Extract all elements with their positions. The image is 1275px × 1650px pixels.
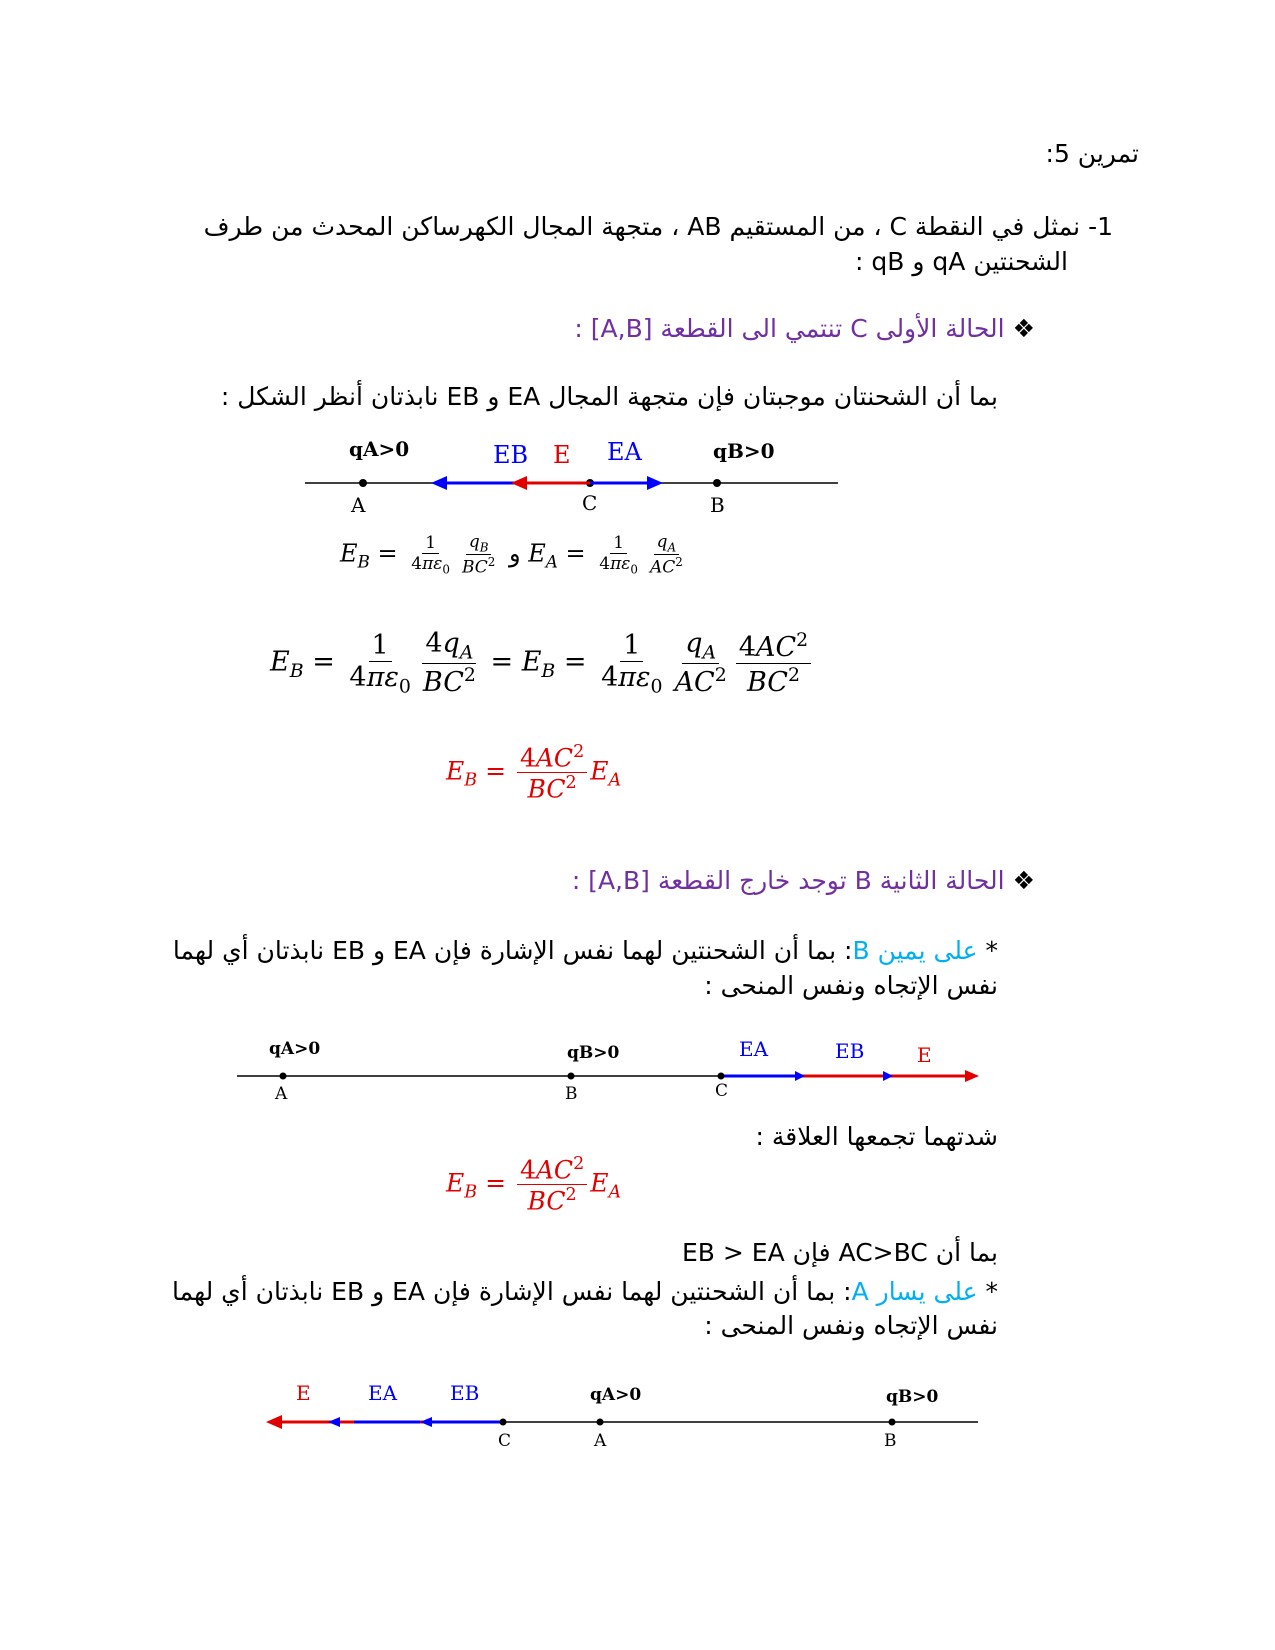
- formula-EB-result: $E_B$ = $\frac{4AC^2}{BC^2}$ $E_A$: [446, 742, 622, 804]
- left-of-A-text: : بما أن الشحنتين لهما نفس الإشارة فإن EA و EB نابذتان أي لهما: [172, 1277, 852, 1306]
- diagram-case1: [305, 428, 840, 520]
- label-qA: qA>0: [349, 437, 410, 461]
- relation-text: شدتهما تجمعها العلاقة :: [755, 1122, 998, 1151]
- label-EA: EA: [739, 1037, 769, 1061]
- right-of-B-text: : بما أن الشحنتين لهما نفس الإشارة فإن EA و EB نابذتان أي لهما: [172, 936, 853, 965]
- label-qB: qB>0: [567, 1043, 620, 1063]
- label-E: E: [296, 1381, 311, 1405]
- case2-heading-text: الحالة الثانية B توجد خارج القطعة [A,B] :: [571, 866, 1005, 895]
- label-A: A: [594, 1431, 607, 1451]
- label-C: C: [715, 1081, 729, 1101]
- question-line-2: الشحنتين qA و qB :: [855, 247, 1068, 276]
- label-B: B: [884, 1431, 897, 1451]
- label-qA: qA>0: [590, 1385, 642, 1405]
- label-A: A: [351, 493, 366, 517]
- case2-left-line1: [58, 1275, 998, 1308]
- conjunction: و: [509, 539, 521, 568]
- label-EB: EB: [493, 441, 529, 469]
- diagram-right-of-B: [237, 1034, 982, 1108]
- label-EA: EA: [607, 438, 642, 466]
- formula-EA-EB: $E_B$ = $\frac{1}{4\pi\varepsilon_0}$ $\frac{q_B}{BC^2}$ و $E_A$ = $\frac{1}{4\pi\varepsilon_0}$ $\frac{q_A}{AC^2}$: [340, 532, 683, 579]
- label-qA: qA>0: [269, 1039, 321, 1059]
- label-E: E: [553, 441, 571, 469]
- case2-right-line1: [78, 934, 998, 967]
- label-B: B: [710, 493, 725, 517]
- star-marker: *: [985, 936, 998, 965]
- since-text: بما أن AC>BC فإن EB > EA: [682, 1238, 998, 1267]
- case2-heading: [572, 864, 1035, 897]
- label-EB: EB: [835, 1039, 865, 1063]
- label-EA: EA: [368, 1381, 398, 1405]
- left-of-A-label: على يسار A: [851, 1277, 978, 1306]
- label-qB: qB>0: [713, 439, 775, 463]
- case1-heading-text: الحالة الأولى C تنتمي الى القطعة [A,B] :: [574, 314, 1005, 343]
- label-C: C: [498, 1431, 512, 1451]
- label-C: C: [582, 491, 598, 515]
- star-marker: *: [985, 1277, 998, 1306]
- label-A: A: [275, 1084, 288, 1104]
- right-of-B-label: على يمين B: [852, 936, 978, 965]
- bullet-icon: ❖: [1012, 866, 1035, 895]
- case1-text: بما أن الشحنتان موجبتان فإن متجهة المجال EA و EB نابذتان أنظر الشكل :: [220, 382, 998, 411]
- question-line-1: 1- نمثل في النقطة C ، من المستقيم AB ، متجهة المجال الكهرساكن المحدث من طرف: [203, 212, 1113, 241]
- formula-EB-expansion: $E_B$ = $\frac{1}{4\pi\varepsilon_0}$ $\frac{4q_A}{BC^2}$ = $E_B$ = $\frac{1}{4\pi\varepsilon_0}$ $\frac{q_A}{AC^2}$ $\frac{4AC^2}{BC^2}$: [270, 628, 814, 698]
- label-B: B: [565, 1084, 578, 1104]
- bullet-icon: ❖: [1012, 314, 1035, 343]
- label-E: E: [917, 1043, 932, 1067]
- diagram-left-of-A: [262, 1374, 982, 1454]
- label-EB: EB: [450, 1381, 480, 1405]
- case2-left-line2: نفس الإتجاه ونفس المنحى :: [704, 1311, 998, 1340]
- case2-right-line2: نفس الإتجاه ونفس المنحى :: [704, 971, 998, 1000]
- formula-EB-result-2: $E_B$ = $\frac{4AC^2}{BC^2}$ $E_A$: [446, 1154, 622, 1216]
- label-qB: qB>0: [886, 1387, 939, 1407]
- exercise-title: تمرين 5:: [1045, 139, 1139, 168]
- case1-heading: [574, 312, 1035, 345]
